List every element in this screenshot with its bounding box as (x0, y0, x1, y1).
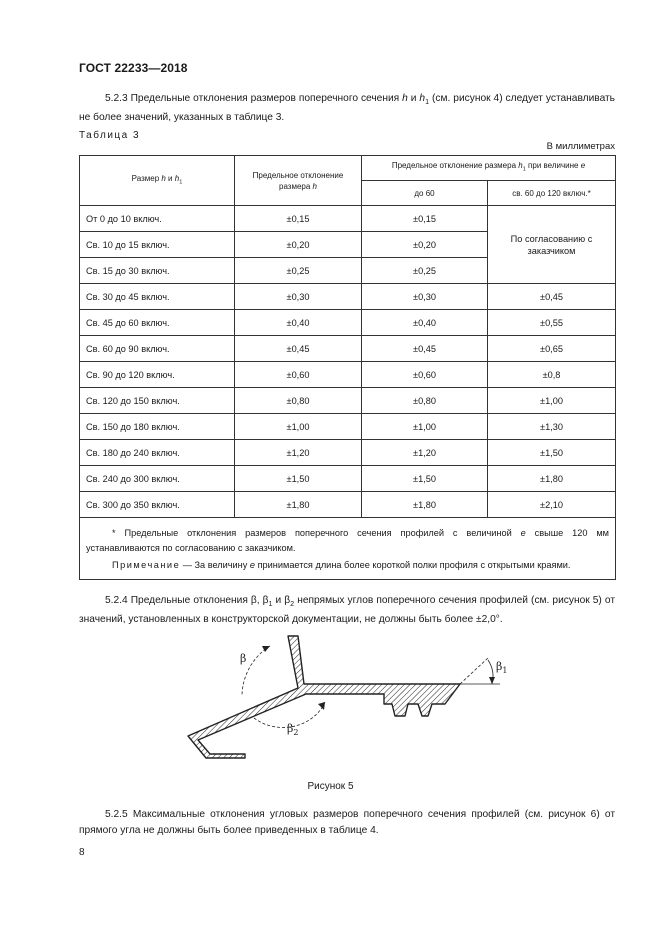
cell-h1-le60: ±0,60 (362, 362, 488, 388)
table-caption: Таблица 3 (79, 130, 141, 141)
cell-size: Св. 120 до 150 включ. (80, 388, 235, 414)
table-row (80, 440, 616, 466)
profile-section (188, 636, 460, 758)
table-row (80, 310, 616, 336)
header-size: Размер h и $h_1$ (80, 156, 235, 206)
beta1-extension (460, 658, 488, 684)
cell-h: ±1,20 (235, 440, 362, 466)
cell-size: Св. 180 до 240 включ. (80, 440, 235, 466)
table-row (80, 414, 616, 440)
cell-h1-le60: ±1,00 (362, 414, 488, 440)
cell-h: ±1,00 (235, 414, 362, 440)
cell-h1-le60: ±1,50 (362, 466, 488, 492)
table-note: Примечание — За величину e принимается длина более короткой полки профиля с открытыми краями. (112, 560, 571, 570)
table-3 (79, 155, 616, 580)
cell-h1-le60: ±0,25 (362, 258, 488, 284)
cell-by-agreement: По согласованию с заказчиком (488, 206, 616, 284)
table-footnote: * Предельные отклонения размеров поперечного сечения профилей с величиной e свыше 120 мм устанавливаются по согласованию с заказчиком. (86, 528, 609, 553)
paragraph-5-2-4: 5.2.4 Предельные отклонения β, $\beta_1$ и $\beta_2$ непрямых углов поперечного сечения профилей (см. рисунок 5) от значений, установленных в конструкторской документации, не должны быть более ±2,0°. (79, 595, 615, 626)
cell-h1-le60: ±0,80 (362, 388, 488, 414)
cell-size: Св. 10 до 15 включ. (80, 232, 235, 258)
figure-5-profile (170, 630, 510, 780)
label-beta2: $\beta_2$ (287, 722, 299, 737)
cell-h: ±0,80 (235, 388, 362, 414)
header-h1-deviation: Предельное отклонение размера $h_1$ при величине e (362, 156, 616, 181)
cell-h: ±0,25 (235, 258, 362, 284)
cell-h1-le60: ±0,20 (362, 232, 488, 258)
cell-h: ±0,60 (235, 362, 362, 388)
cell-h1-le60: ±1,80 (362, 492, 488, 518)
paragraph-5-2-5: 5.2.5 Максимальные отклонения угловых размеров поперечного сечения профилей (см. рисунок 6) от прямого угла не должны быть более приведенных в таблице 4. (79, 809, 615, 836)
label-beta: β (240, 652, 247, 665)
cell-h: ±0,45 (235, 336, 362, 362)
table-footer (80, 518, 616, 580)
table-row (80, 388, 616, 414)
cell-size: Св. 30 до 45 включ. (80, 284, 235, 310)
figure-caption: Рисунок 5 (307, 781, 354, 792)
cell-h1-gt60: ±1,50 (488, 440, 616, 466)
cell-h: ±0,15 (235, 206, 362, 232)
cell-size: Св. 60 до 90 включ. (80, 336, 235, 362)
cell-h: ±1,80 (235, 492, 362, 518)
cell-h: ±0,30 (235, 284, 362, 310)
page-number: 8 (79, 847, 85, 858)
document-header: ГОСТ 22233—2018 (79, 61, 188, 75)
cell-size: Св. 150 до 180 включ. (80, 414, 235, 440)
cell-h1-le60: ±0,40 (362, 310, 488, 336)
cell-h1-gt60: ±0,45 (488, 284, 616, 310)
table-row (80, 362, 616, 388)
table-row (80, 284, 616, 310)
cell-h1-gt60: ±0,65 (488, 336, 616, 362)
cell-size: От 0 до 10 включ. (80, 206, 235, 232)
cell-size: Св. 90 до 120 включ. (80, 362, 235, 388)
paragraph-5-2-3: 5.2.3 Предельные отклонения размеров поперечного сечения h и $h_1$ (см. рисунок 4) следует устанавливать не более значений, указанных в таблице 3. (79, 93, 615, 124)
cell-h1-le60: ±0,30 (362, 284, 488, 310)
cell-h1-gt60: ±2,10 (488, 492, 616, 518)
cell-h1-gt60: ±0,55 (488, 310, 616, 336)
beta1-arrowhead (489, 677, 495, 684)
header-up-to-60: до 60 (362, 181, 488, 206)
header-60-to-120: св. 60 до 120 включ.* (488, 181, 616, 206)
cell-h1-gt60: ±0,8 (488, 362, 616, 388)
table-row (80, 466, 616, 492)
label-beta1: $\beta_1$ (496, 660, 508, 675)
table-row (80, 336, 616, 362)
cell-h: ±0,20 (235, 232, 362, 258)
cell-h1-gt60: ±1,30 (488, 414, 616, 440)
header-h-deviation: Предельное отклонение размера h (235, 156, 362, 206)
cell-h1-le60: ±1,20 (362, 440, 488, 466)
cell-h1-le60: ±0,15 (362, 206, 488, 232)
cell-h: ±1,50 (235, 466, 362, 492)
cell-size: Св. 15 до 30 включ. (80, 258, 235, 284)
cell-size: Св. 45 до 60 включ. (80, 310, 235, 336)
cell-h: ±0,40 (235, 310, 362, 336)
beta-arrowhead (262, 646, 270, 652)
cell-h1-gt60: ±1,00 (488, 388, 616, 414)
cell-h1-le60: ±0,45 (362, 336, 488, 362)
table-row (80, 492, 616, 518)
table-units: В миллиметрах (546, 141, 615, 152)
cell-h1-gt60: ±1,80 (488, 466, 616, 492)
cell-size: Св. 240 до 300 включ. (80, 466, 235, 492)
table-row (80, 206, 616, 232)
cell-size: Св. 300 до 350 включ. (80, 492, 235, 518)
